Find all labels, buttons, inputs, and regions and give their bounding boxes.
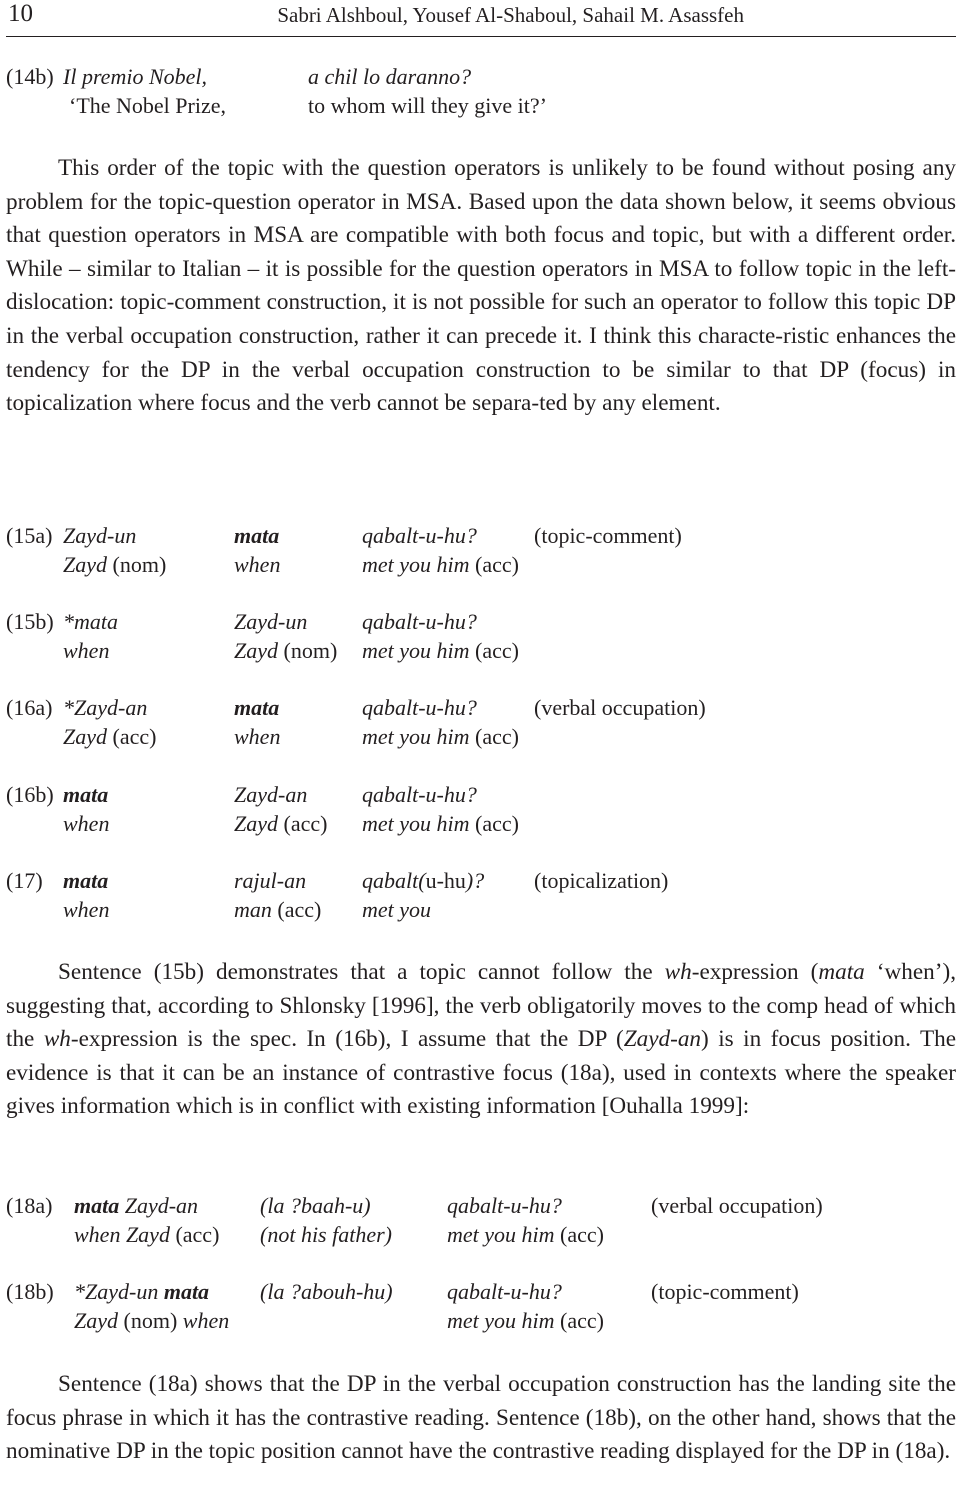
header-rule	[6, 36, 956, 37]
paragraph-3: Sentence (18a) shows that the DP in the verbal occupation construction has the landing site the focus phrase in which it has the contrastive reading. Sentence (18b), on the other hand, shows that the nominative DP in the topic position cannot have the contrastive reading displayed for the DP in (18a).	[6, 1371, 956, 1465]
running-head-authors: Sabri Alshboul, Yousef Al-Shaboul, Sahail M. Asassfeh	[277, 3, 744, 27]
page-header	[6, 0, 956, 30]
example-word: Il premio Nobel,	[63, 64, 207, 89]
paragraph-1: This order of the topic with the question operators is unlikely to be found without posing any problem for the topic-question operator in MSA. Based upon the data shown below, it seems obvious that question operators in MSA are compatible with both focus and topic, but with a different order. While – similar to Italian – it is possible for the question operators in MSA to follow topic in the left-dislocation: topic-comment construction, it is not possible for such an operator to follow this topic DP in the verbal occupation construction, rather it can precede it. I think this characte-ristic enhances the tendency for the DP in the verbal occupation construction to be similar to that DP (focus) in topicalization where focus and the verb cannot be separa-ted by any element.	[6, 155, 956, 417]
example-word: a chil lo daranno?	[308, 64, 472, 89]
page-number: 10	[8, 0, 33, 27]
gloss: to whom will they give it?’	[308, 93, 547, 118]
example-label: (14b)	[6, 64, 54, 89]
gloss: ‘The Nobel Prize,	[69, 93, 226, 118]
paragraph-2: Sentence (15b) demonstrates that a topic cannot follow the wh-expression (mata ‘when’), suggesting that, according to Shlonsky [1996], the verb obligatorily moves to the comp head of which the wh-expression is the spec. In (16b), I assume that the DP (Zayd-an) is in focus position. The evidence is that it can be an instance of contrastive focus (18a), used in contexts where the speaker gives information which is in conflict with existing information [Ouhalla 1999]:	[6, 959, 956, 1120]
